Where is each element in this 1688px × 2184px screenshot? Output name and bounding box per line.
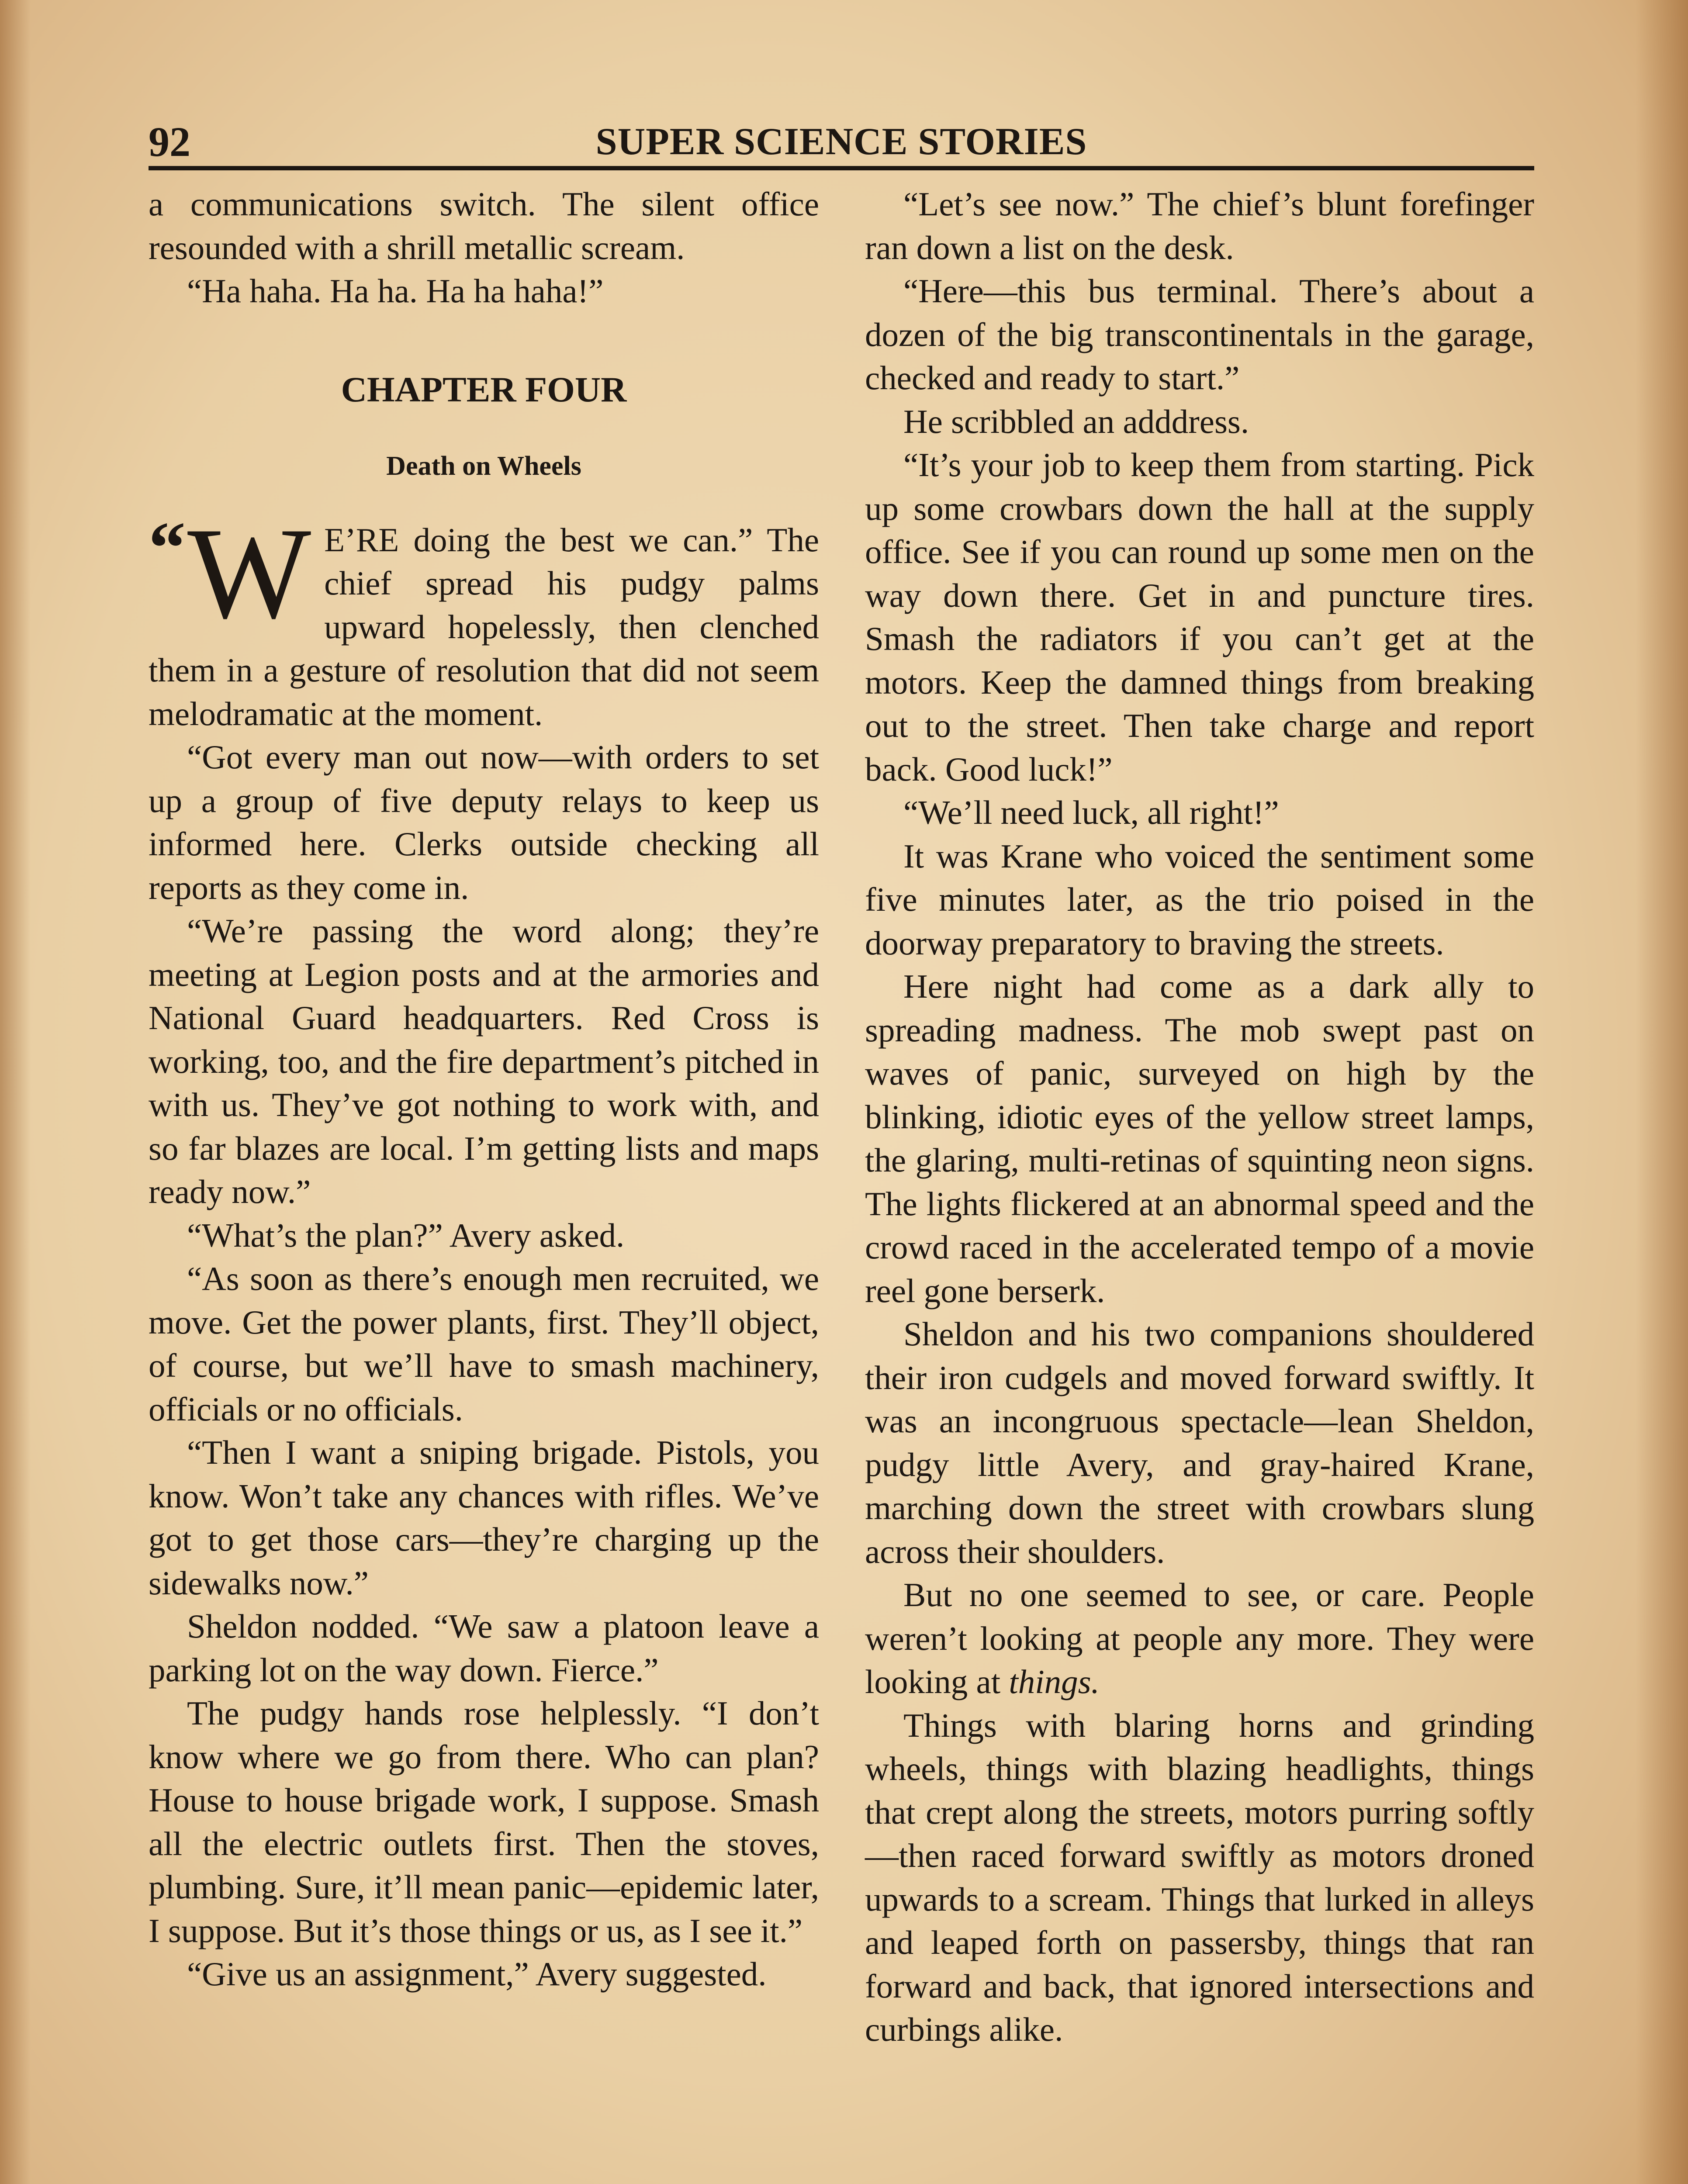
paragraph-text: But no one seemed to see, or care. People weren’t looking at people any more. They were looking at bbox=[865, 1576, 1534, 1700]
paragraph: It was Krane who voiced the sentiment some five minutes later, as the trio poised in the doorway preparatory to braving the streets. bbox=[865, 837, 1534, 962]
paragraph: a communications switch. The silent office resounded with a shrill metallic scream. bbox=[149, 185, 819, 266]
paragraph: Sheldon nodded. “We saw a platoon leave a parking lot on the way down. Fierce.” bbox=[149, 1607, 819, 1689]
paragraph: Sheldon and his two companions shouldered their iron cudgels and moved forward swiftly. It was an incongruous spectacle—lean Sheldon, pudgy little Avery, and gray-haired Krane, marching down the street with crowbars slung across their shoulders. bbox=[865, 1315, 1534, 1570]
paragraph: The pudgy hands rose helplessly. “I don’t know where we go from there. Who can plan? House to house brigade work, I suppose. Smash all the electric outlets first. Then the stoves, plumbing. Sure, it’ll mean panic—epidemic later, I suppose. But it’s those things or us, as I see it.” bbox=[149, 1694, 819, 1949]
paragraph: “We’re passing the word along; they’re meeting at Legion posts and at the armories and National Guard headquarters. Red Cross is working, too, and the fire department’s pitched in with us. They’ve got nothing to work with, and so far blazes are local. I’m getting lists and maps ready now.” bbox=[149, 912, 819, 1210]
header-rule bbox=[149, 166, 1534, 170]
paragraph: “As soon as there’s enough men recruited, we move. Get the power plants, first. They’ll object, of course, but we’ll have to smash machinery, officials or no officials. bbox=[149, 1260, 819, 1428]
page-header bbox=[149, 111, 1534, 168]
paragraph: “Here—this bus terminal. There’s about a dozen of the big transcontinentals in the garage, checked and ready to start.” bbox=[865, 272, 1534, 397]
emphasis-text: things. bbox=[1009, 1663, 1100, 1700]
page-edge-shadow-right bbox=[1636, 0, 1688, 2184]
chapter-title: CHAPTER FOUR bbox=[341, 369, 627, 409]
paragraph: “What’s the plan?” Avery asked. bbox=[187, 1216, 625, 1254]
left-column bbox=[149, 183, 819, 1996]
paragraph bbox=[865, 1573, 1534, 1704]
paragraph: He scribbled an adddress. bbox=[903, 402, 1249, 440]
opening-paragraph-text: E’RE doing the best we can.” The chief spread his pudgy palms upward hopelessly, then clenched them in a gesture of resolution that did not seem melodramatic at the moment. bbox=[149, 521, 819, 733]
paragraph: “We’ll need luck, all right!” bbox=[903, 794, 1279, 831]
paragraph: “Let’s see now.” The chief’s blunt forefinger ran down a list on the desk. bbox=[865, 185, 1534, 266]
running-head: SUPER SCIENCE STORIES bbox=[595, 121, 1087, 163]
opening-paragraph bbox=[149, 500, 819, 736]
paragraph: “Give us an assignment,” Avery suggested. bbox=[187, 1955, 767, 1993]
paragraph: “Got every man out now—with orders to set up a group of five deputy relays to keep us informed here. Clerks outside checking all reports as they come in. bbox=[149, 738, 819, 906]
paragraph: “Ha haha. Ha ha. Ha ha haha!” bbox=[187, 272, 604, 310]
paragraph: “Then I want a sniping brigade. Pistols, you know. Won’t take any chances with rifles. We’ve got to get those cars—they’re charging up the sidewalks now.” bbox=[149, 1434, 819, 1602]
page-number: 92 bbox=[149, 118, 190, 165]
page-edge-shadow-left bbox=[0, 0, 31, 2184]
drop-cap-quote: “ bbox=[149, 506, 186, 589]
chapter-subtitle: Death on Wheels bbox=[386, 451, 581, 481]
drop-cap-letter: W bbox=[187, 500, 311, 646]
paragraph: Things with blaring horns and grinding wheels, things with blazing headlights, things that crept along the streets, motors purring softly—then raced forward swiftly as motors droned upwards to a scream. Things that lurked in alleys and leaped forth on passersby, things that ran forward and back, that ignored intersections and curbings alike. bbox=[865, 1706, 1534, 2048]
right-column bbox=[865, 183, 1534, 2052]
paragraph: “It’s your job to keep them from starting. Pick up some crowbars down the hall at the supply office. See if you can round up some men on the way down there. Get in and puncture tires. Smash the radiators if you can’t get at the motors. Keep the damned things from breaking out to the street. Then take charge and report back. Good luck!” bbox=[865, 446, 1534, 788]
paragraph: Here night had come as a dark ally to spreading madness. The mob swept past on waves of panic, surveyed on high by the blinking, idiotic eyes of the yellow street lamps, the glaring, multi-retinas of squinting neon signs. The lights flickered at an abnormal speed and the crowd raced in the accelerated tempo of a movie reel gone berserk. bbox=[865, 968, 1534, 1310]
